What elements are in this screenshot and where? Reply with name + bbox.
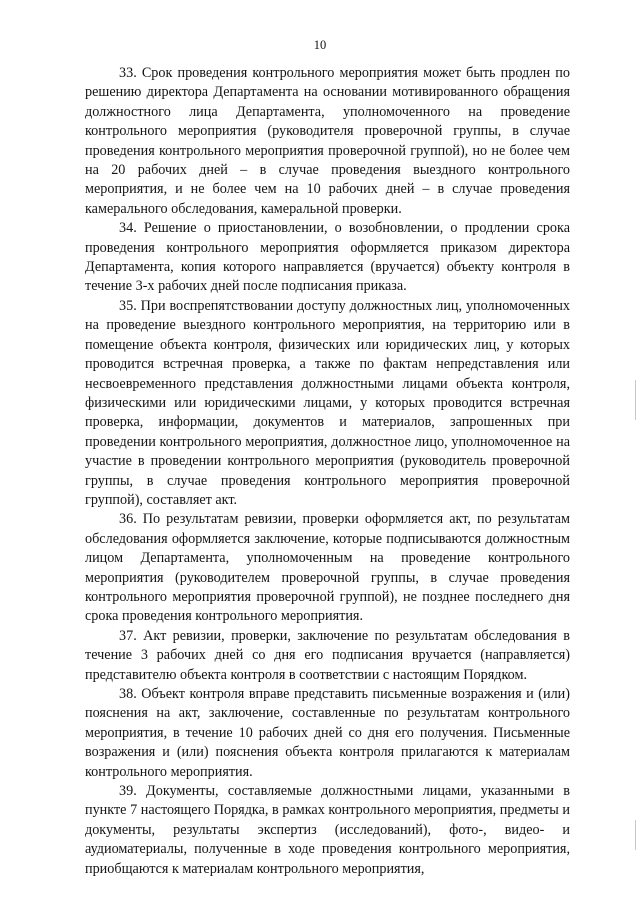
paragraph-36: 36. По результатам ревизии, проверки оформляется акт, по результатам обследования оформляется заключение, которые подписываются должностным лицом Департамента, уполномоченным на проведение контрольного мероприятия (руководителем проверочной группы, в случае проведения контрольного мероприятия проверочной группой), не позднее последнего дня срока проведения контрольного мероприятия. (85, 511, 570, 625)
paragraph-33: 33. Срок проведения контрольного мероприятия может быть продлен по решению директора Департамента на основании мотивированного обращения должностного лица Департамента, уполномоченного на проведение контрольного мероприятия (руководителя проверочной группы, в случае проведения контрольного мероприятия проверочной группой), но не более чем на 20 рабочих дней – в случае проведения выездного контрольного мероприятия, и не более чем на 10 рабочих дней – в случае проведения камерального обследования, камеральной проверки. (85, 65, 570, 217)
paragraph-38: 38. Объект контроля вправе представить письменные возражения и (или) пояснения на акт, заключение, составленные по результатам контрольного мероприятия, в течение 10 рабочих дней со дня его получения. Письменные возражения и (или) пояснения объекта контроля прилагаются к материалам контрольного мероприятия. (85, 686, 570, 780)
page-number: 10 (313, 38, 327, 52)
paragraph-34: 34. Решение о приостановлении, о возобновлении, о продлении срока проведения контрольного мероприятия оформляется приказом директора Департамента, копия которого направляется (вручается) объекту контроля в течение 3-х рабочих дней после подписания приказа. (85, 220, 570, 295)
scan-edge-mark (635, 820, 636, 850)
paragraph-39: 39. Документы, составляемые должностными лицами, указанными в пункте 7 настоящего Порядка, в рамках контрольного мероприятия, предметы и документы, результаты экспертиз (исследований), фото-, видео- и аудиоматериалы, полученные в ходе проведения контрольного мероприятия, приобщаются к материалам контрольного мероприятия, (85, 783, 570, 877)
document-body (85, 64, 570, 879)
paragraph-35: 35. При воспрепятствовании доступу должностных лиц, уполномоченных на проведение выездного контрольного мероприятия, на территорию или в помещение объекта контроля, физических или юридических лиц, у которых проводится встречная проверка, а также по фактам непредставления или несвоевременного представления должностными лицами объекта контроля, физическими или юридическими лицами, у которых проводится встречная проверка, информации, документов и материалов, запрошенных при проведении контрольного мероприятия, должностное лицо, уполномоченное на участие в проведении контрольного мероприятия (руководитель проверочной группы, в случае проведения контрольного мероприятия проверочной группой), составляет акт. (85, 297, 570, 508)
paragraph-37: 37. Акт ревизии, проверки, заключение по результатам обследования в течение 3 рабочих дней со дня его подписания вручается (направляется) представителю объекта контроля в соответствии с настоящим Порядком. (85, 627, 570, 683)
scan-edge-mark (635, 380, 636, 420)
